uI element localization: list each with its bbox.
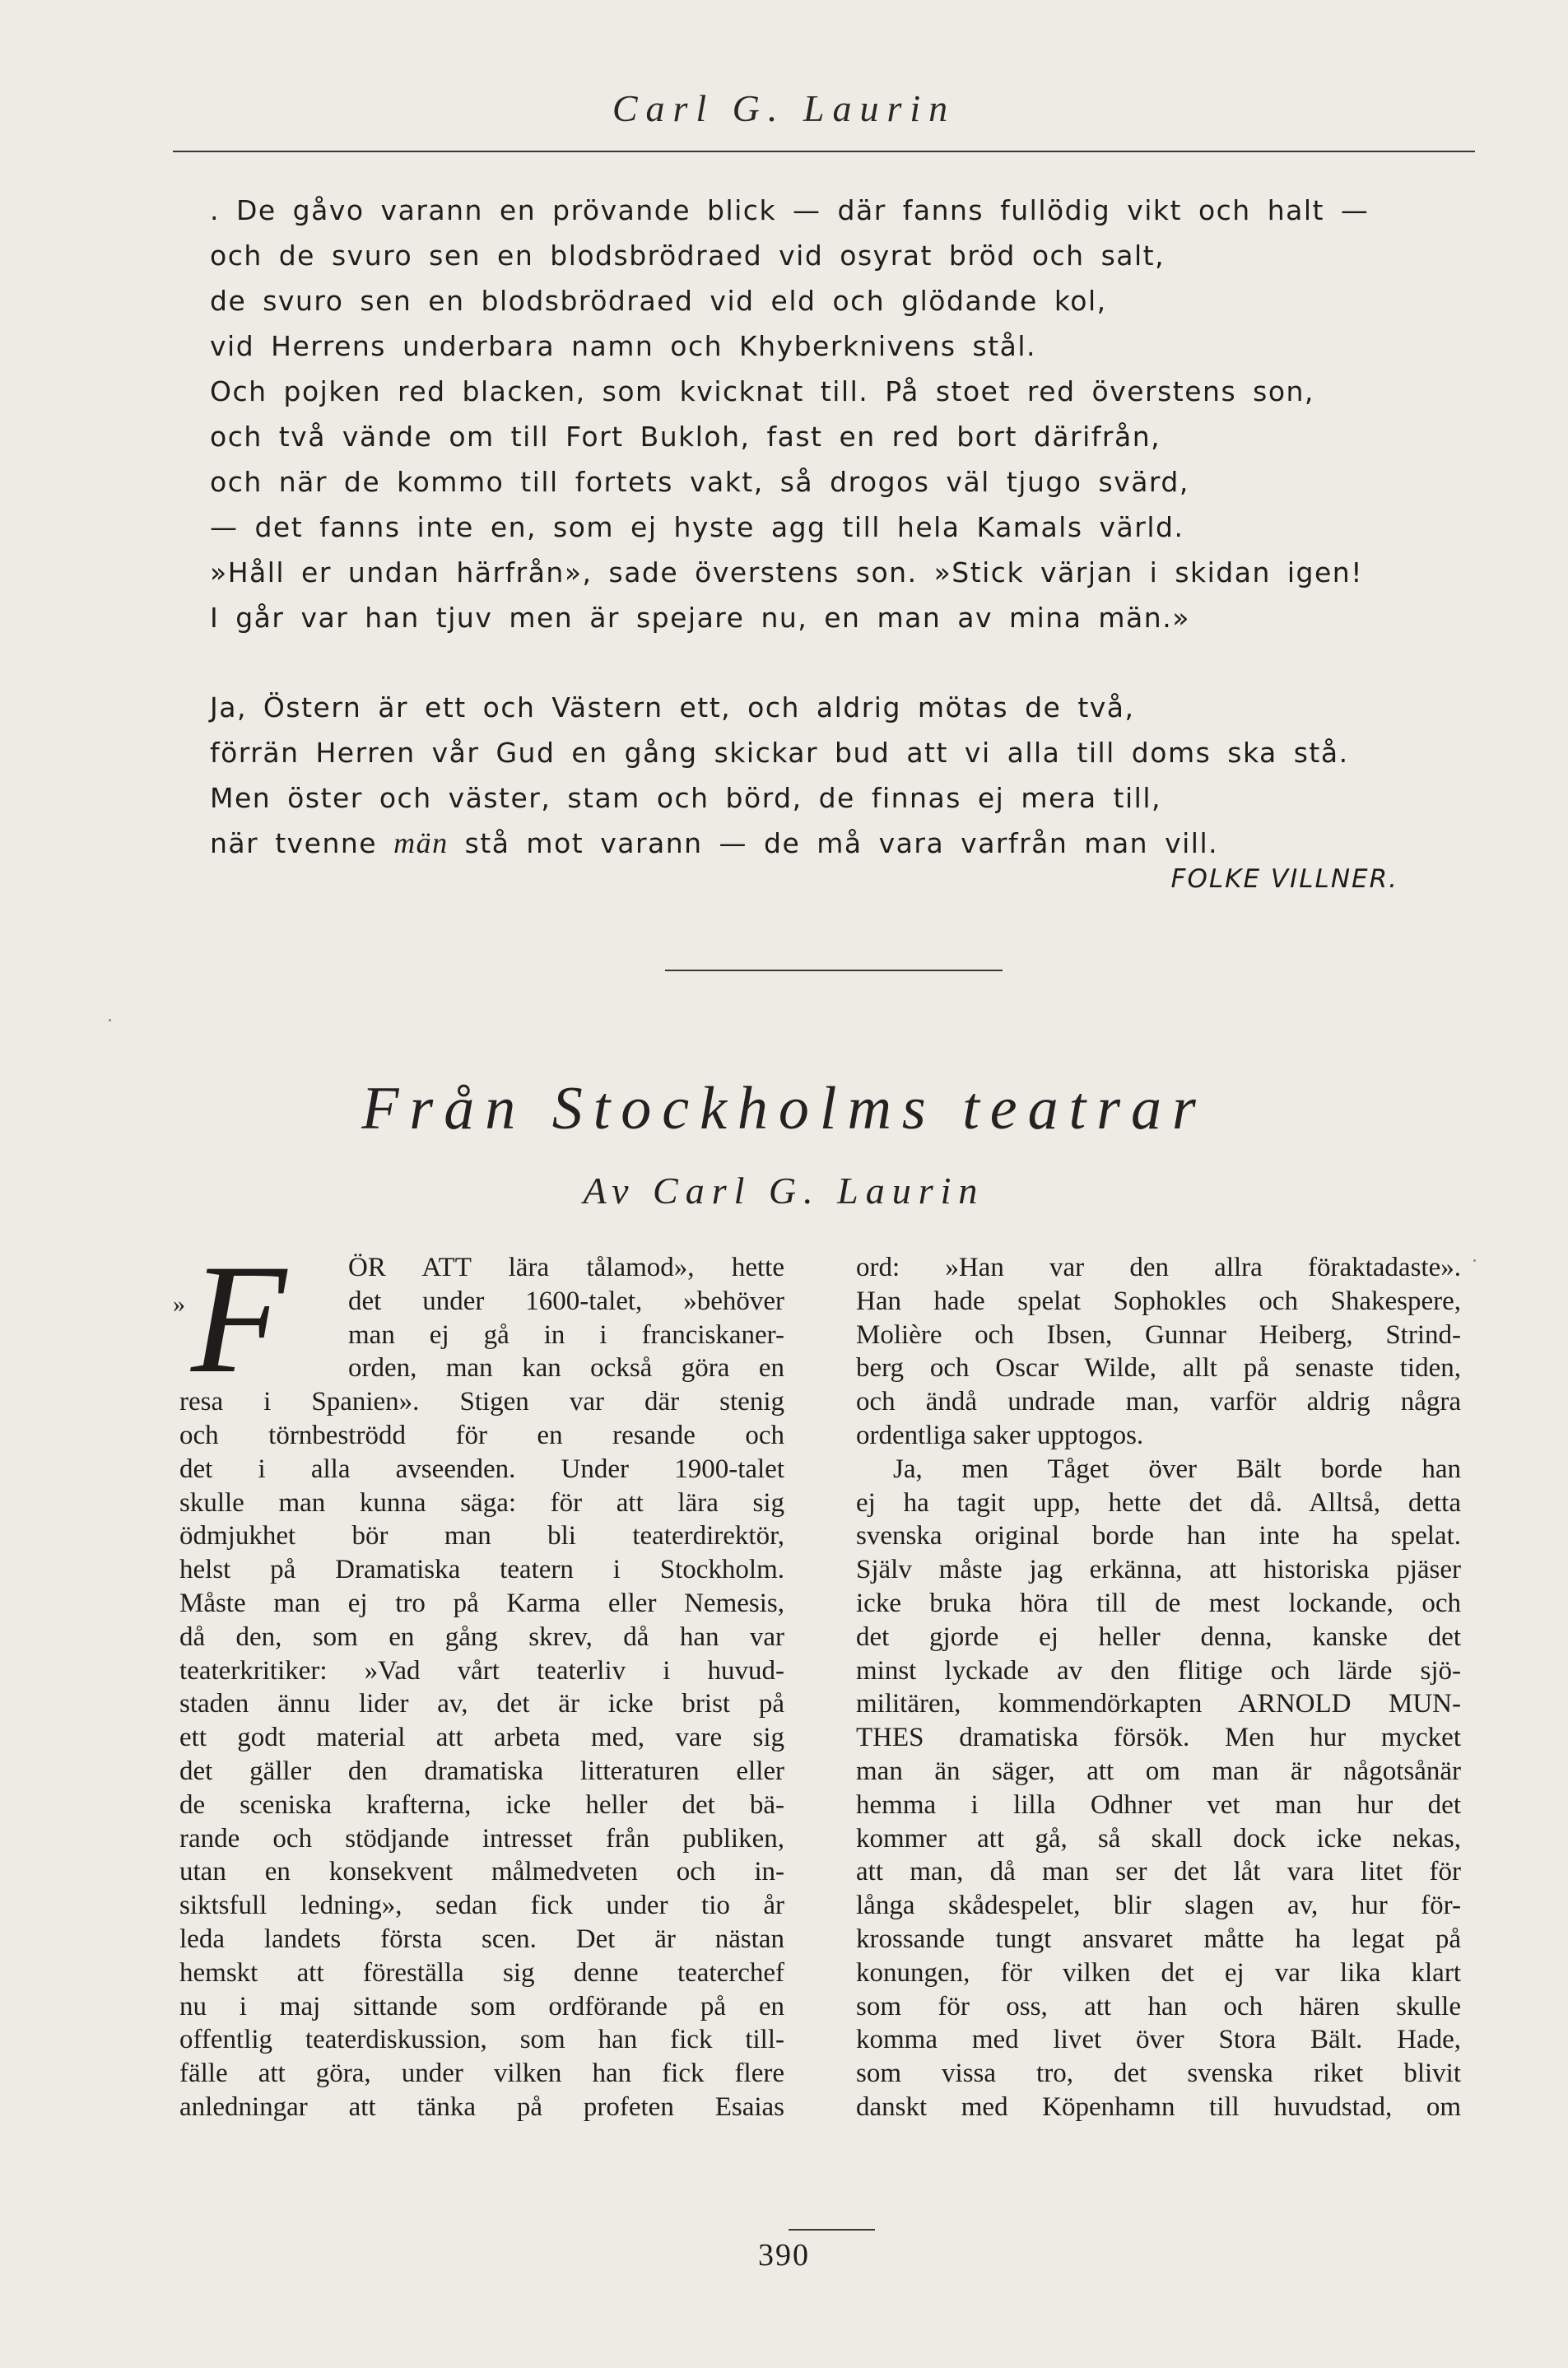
paper-speck — [1473, 1259, 1476, 1262]
text-line: siktsfull ledning», sedan fick under tio år — [179, 1891, 784, 1921]
text-line: offentlig teaterdiskussion, som han fick till- — [179, 2025, 784, 2055]
text-line: som för oss, att han och hären skulle — [856, 1991, 1461, 2021]
poem-line: och två vände om till Fort Bukloh, fast en red bort därifrån, — [210, 421, 1161, 453]
text-line: minst lyckade av den flitige och lärde sjö- — [856, 1655, 1461, 1686]
text-line: det gjorde ej heller denna, kanske det — [856, 1621, 1461, 1652]
text-line: de sceniska krafterna, icke heller det bä- — [179, 1789, 784, 1820]
drop-cap: F — [191, 1233, 287, 1406]
text-line: det gäller den dramatiska litteraturen eller — [179, 1756, 784, 1786]
text-line: Han hade spelat Sophokles och Shakespere, — [856, 1286, 1461, 1316]
text-line: kommer att gå, så skall dock icke nekas, — [856, 1823, 1461, 1854]
poem-line-part: när tvenne — [210, 827, 394, 859]
text-line: helst på Dramatiska teatern i Stockholm. — [179, 1555, 784, 1585]
text-line: hemskt att föreställa sig denne teaterchef — [179, 1957, 784, 1988]
text-line: anledningar att tänka på profeten Esaias — [179, 2091, 784, 2122]
text-line: och ändå undrade man, varför aldrig några — [856, 1387, 1461, 1417]
text-line: då den, som en gång skrev, då han var — [179, 1621, 784, 1652]
paper-speck — [109, 1019, 111, 1021]
section-separator — [665, 970, 1003, 971]
text-line: hemma i lilla Odhner vet man hur det — [856, 1789, 1461, 1820]
text-line: nu i maj sittande som ordförande på en — [179, 1991, 784, 2021]
article-title: Från Stockholms teatrar — [361, 1075, 1207, 1142]
article-column-left — [179, 1233, 784, 2124]
text-line: man ej gå in i franciskaner- — [348, 1319, 784, 1350]
poem-line: »Håll er undan härfrån», sade överstens son. »Stick värjan i skidan igen! — [210, 556, 1363, 589]
page-number: 390 — [758, 2238, 810, 2273]
text-line: att man, då man ser det låt vara litet för — [856, 1857, 1461, 1887]
poem-line: Ja, Östern är ett och Västern ett, och aldrig mötas de två, — [210, 691, 1135, 723]
poem-line: — det fanns inte en, som ej hyste agg till hela Kamals värld. — [210, 511, 1184, 543]
text-line: Måste man ej tro på Karma eller Nemesis, — [179, 1588, 784, 1618]
text-line: det under 1600-talet, »behöver — [348, 1286, 784, 1316]
text-line: Molière och Ibsen, Gunnar Heiberg, Strind- — [856, 1319, 1461, 1350]
poem-stanza-2 — [210, 685, 1445, 866]
text-line: skulle man kunna säga: för att lära sig — [179, 1487, 784, 1518]
text-line: konungen, för vilken det ej var lika klart — [856, 1957, 1461, 1988]
text-line: staden ännu lider av, det är icke brist på — [179, 1689, 784, 1719]
text-line: militären, kommendörkapten ARNOLD MUN- — [856, 1689, 1461, 1719]
poem-line: de svuro sen en blodsbrödraed vid eld och glödande kol, — [210, 285, 1107, 317]
text-line: utan en konsekvent målmedveten och in- — [179, 1857, 784, 1887]
running-head: Carl G. Laurin — [612, 87, 956, 129]
text-line: THES dramatiska försök. Men hur mycket — [856, 1723, 1461, 1753]
text-line: berg och Oscar Wilde, allt på senaste tiden, — [856, 1353, 1461, 1384]
page-number-rule — [789, 2229, 875, 2231]
poem-stanza-1 — [210, 188, 1445, 640]
text-line: danskt med Köpenhamn till huvudstad, om — [856, 2091, 1461, 2122]
poem-line-last — [210, 821, 1445, 866]
text-line: Ja, men Tåget över Bält borde han — [893, 1454, 1461, 1484]
text-line: fälle att göra, under vilken han fick flere — [179, 2059, 784, 2089]
text-line: man än säger, att om man är någotsånär — [856, 1756, 1461, 1786]
text-line: komma med livet över Stora Bält. Hade, — [856, 2025, 1461, 2055]
text-line: långa skådespelet, blir slagen av, hur för- — [856, 1891, 1461, 1921]
poem-line: och de svuro sen en blodsbrödraed vid osyrat bröd och salt, — [210, 240, 1166, 272]
text-line: Själv måste jag erkänna, att historiska pjäser — [856, 1555, 1461, 1585]
article-byline: Av Carl G. Laurin — [583, 1170, 985, 1212]
text-line: som vissa tro, det svenska riket blivit — [856, 2059, 1461, 2089]
poem-signature: FOLKE VILLNER. — [1170, 864, 1398, 894]
text-line: ord: »Han var den allra föraktadaste». — [856, 1253, 1461, 1282]
poem-line: I går var han tjuv men är spejare nu, en man av mina män.» — [210, 602, 1190, 634]
text-line: och törnbeströdd för en resande och — [179, 1420, 784, 1450]
poem-line: . De gåvo varann en prövande blick — där fanns fullödig vikt och halt — — [210, 194, 1370, 226]
text-line: ett godt material att arbeta med, vare sig — [179, 1723, 784, 1753]
text-line: krossande tungt ansvaret måtte ha legat på — [856, 1924, 1461, 1954]
poem-line: vid Herrens underbara namn och Khyberknivens stål. — [210, 330, 1037, 362]
text-line: rande och stödjande intresset från publiken, — [179, 1823, 784, 1854]
poem-line: Men öster och väster, stam och börd, de finnas ej mera till, — [210, 782, 1161, 814]
dropcap-quote: » — [173, 1291, 185, 1318]
poem-line: förrän Herren vår Gud en gång skickar bud att vi alla till doms ska stå. — [210, 737, 1349, 769]
text-line: svenska original borde han inte ha spelat. — [856, 1521, 1461, 1552]
text-line: leda landets första scen. Det är nästan — [179, 1924, 784, 1954]
header-rule — [173, 151, 1475, 152]
text-line: teaterkritiker: »Vad vårt teaterliv i huvud- — [179, 1655, 784, 1686]
poem-emphasis: män — [393, 826, 449, 859]
poem-line: Och pojken red blacken, som kvicknat till. På stoet red överstens son, — [210, 375, 1314, 407]
poem-line-part: stå mot varann — de må vara varfrån man vill. — [448, 827, 1219, 859]
text-line: ordentliga saker upptogos. — [856, 1420, 1144, 1450]
text-line: ÖR ATT lära tålamod», hette — [348, 1253, 784, 1282]
text-line: icke bruka höra till de mest lockande, och — [856, 1588, 1461, 1618]
article-column-right — [856, 1251, 1461, 2124]
text-line: det i alla avseenden. Under 1900-talet — [179, 1454, 784, 1484]
text-line: ej ha tagit upp, hette det då. Alltså, detta — [856, 1487, 1461, 1518]
text-line: resa i Spanien». Stigen var där stenig — [179, 1387, 784, 1417]
text-line: orden, man kan också göra en — [348, 1353, 784, 1384]
poem-line: och när de kommo till fortets vakt, så drogos väl tjugo svärd, — [210, 466, 1189, 498]
text-line: ödmjukhet bör man bli teaterdirektör, — [179, 1521, 784, 1552]
